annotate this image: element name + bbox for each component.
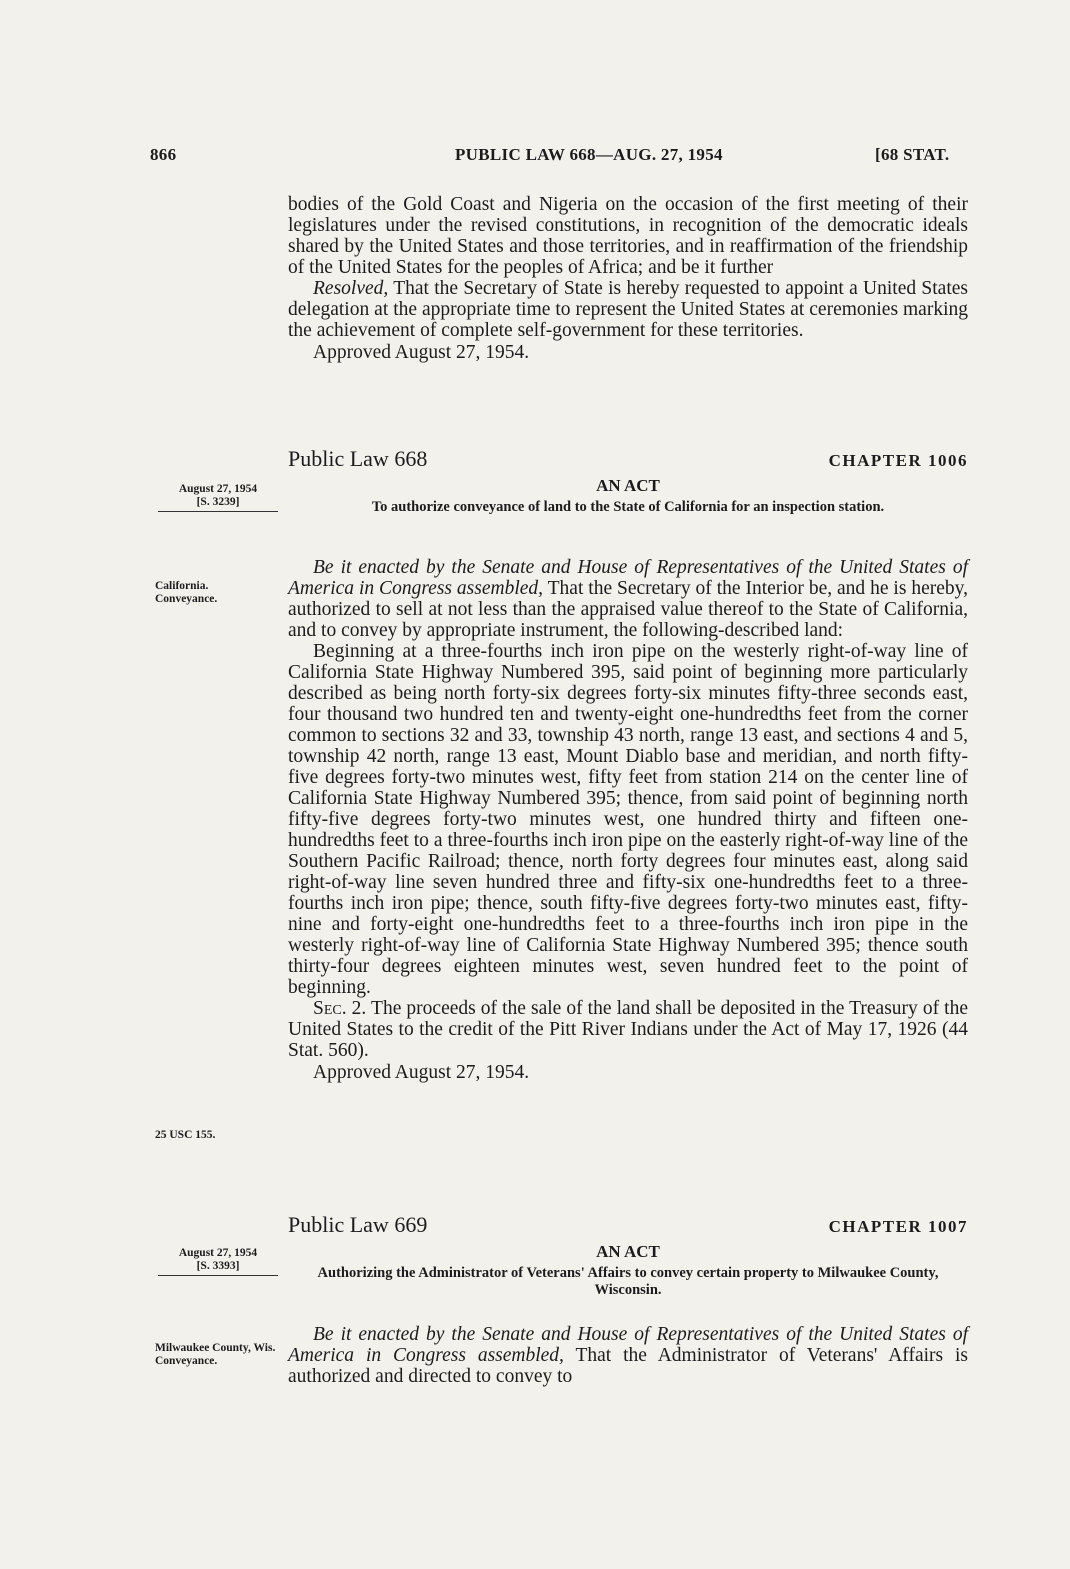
margin-note-milwaukee: Milwaukee County, Wis.	[155, 1342, 276, 1354]
law-669-enacting-italic: Be it enacted by the Senate and House of Representatives of the United States of America in Congress assembled,	[288, 1324, 968, 1366]
law-668-bill: [S. 3239]	[158, 496, 278, 512]
law-669-enacting-clause	[288, 1324, 968, 1387]
law-668-sec2-text: The proceeds of the sale of the land shall be deposited in the Treasury of the United States to the credit of the Pitt River Indians under the Act of May 17, 1926 (44 Stat. 560).	[288, 998, 968, 1061]
law-669-body	[288, 1324, 968, 1387]
law-668-enacting-clause	[288, 557, 968, 641]
running-title: PUBLIC LAW 668—AUG. 27, 1954	[455, 145, 723, 164]
approved-line-1: Approved August 27, 1954.	[313, 342, 530, 363]
law-669-chapter: CHAPTER 1007	[828, 1217, 968, 1236]
approved-line-2: Approved August 27, 1954.	[313, 1062, 530, 1083]
resolved-text: That the Secretary of State is hereby requested to appoint a United States delegation at the appropriate time to represent the United States at ceremonies marking the achievement of complete self-government for these territories.	[288, 278, 968, 341]
margin-note-conveyance: Conveyance.	[155, 593, 218, 605]
law-669-bill: [S. 3393]	[158, 1260, 278, 1276]
margin-usc-citation: 25 USC 155.	[155, 1129, 216, 1141]
margin-note-california: California.	[155, 580, 209, 592]
law-669-enacting-rest: That the Administrator of Veterans' Affairs is authorized and directed to convey to	[288, 1345, 968, 1387]
law-669-heading	[288, 1212, 968, 1238]
continuation-paragraph: bodies of the Gold Coast and Nigeria on the occasion of the first meeting of their legislatures under the revised constitutions, in recognition of the democratic ideals shared by the United States and those territories, and in reaffirmation of the friendship of the United States for the peoples of Africa; and be it further	[288, 194, 968, 278]
law-668-date: August 27, 1954	[178, 483, 258, 495]
law-668-name: Public Law 668	[288, 446, 428, 471]
law-668-land-description: Beginning at a three-fourths inch iron pipe on the westerly right-of-way line of California State Highway Numbered 395, said point of beginning more particularly described as being north forty-six degrees forty-six minutes fifty-three seconds east, four thousand two hundred ten and twenty-eight one-hundredths feet from the corner common to sections 32 and 33, township 43 north, range 13 east, and sections 4 and 5, township 42 north, range 13 east, Mount Diablo base and meridian, and north fifty-five degrees forty-two minutes west, fifty feet from station 214 on the center line of California State Highway Numbered 395; thence, from said point of beginning north fifty-five degrees forty-two minutes west, one hundred thirty and fifteen one-hundredths feet to a three-fourths inch iron pipe on the easterly right-of-way line of the Southern Pacific Railroad; thence, north forty degrees four minutes east, along said right-of-way line seven hundred three and fifty-six one-hundredths feet to a three-fourths inch iron pipe; thence, south fifty-five degrees forty-two minutes east, fifty-nine and forty-eight one-hundredths feet to a three-fourths inch iron pipe in the westerly right-of-way line of California State Highway Numbered 395; thence south thirty-four degrees eighteen minutes west, seven hundred feet to the point of beginning.	[288, 641, 968, 998]
page-number: 866	[150, 145, 177, 164]
law-669-name: Public Law 669	[288, 1212, 428, 1237]
law-668-sec2-label: Sec. 2.	[313, 998, 367, 1019]
law-668-body	[288, 557, 968, 1085]
law-669-margin-date	[158, 1247, 278, 1276]
law-669-date: August 27, 1954	[178, 1247, 258, 1259]
resolved-word: Resolved,	[313, 278, 389, 299]
law-668-enacting-italic: Be it enacted by the Senate and House of Representatives of the United States of America in Congress assembled,	[288, 557, 968, 599]
law-668-title: To authorize conveyance of land to the State of California for an inspection station.	[371, 499, 885, 515]
law-668-an-act: AN ACT	[596, 476, 660, 495]
volume-reference: [68 STAT.	[875, 145, 950, 164]
law-668-chapter: CHAPTER 1006	[828, 451, 968, 470]
margin-note-conveyance-2: Conveyance.	[155, 1355, 218, 1367]
resolved-paragraph	[288, 278, 968, 341]
law-668-heading	[288, 446, 968, 472]
law-669-an-act: AN ACT	[596, 1242, 660, 1261]
law-668-margin-date	[158, 483, 278, 512]
law-669-margin-note	[155, 1342, 280, 1368]
law-668-margin-note	[155, 580, 280, 606]
law-668-section-2	[288, 998, 968, 1061]
law-669-title: Authorizing the Administrator of Veterans' Affairs to convey certain property to Milwaukee County, Wisconsin.	[317, 1265, 939, 1298]
law-668-enacting-rest: That the Secretary of the Interior be, and he is hereby, authorized to sell at not less than the appraised value thereof to the State of California, and to convey by appropriate instrument, the following-described land:	[288, 578, 969, 641]
previous-resolution-text	[288, 194, 968, 365]
